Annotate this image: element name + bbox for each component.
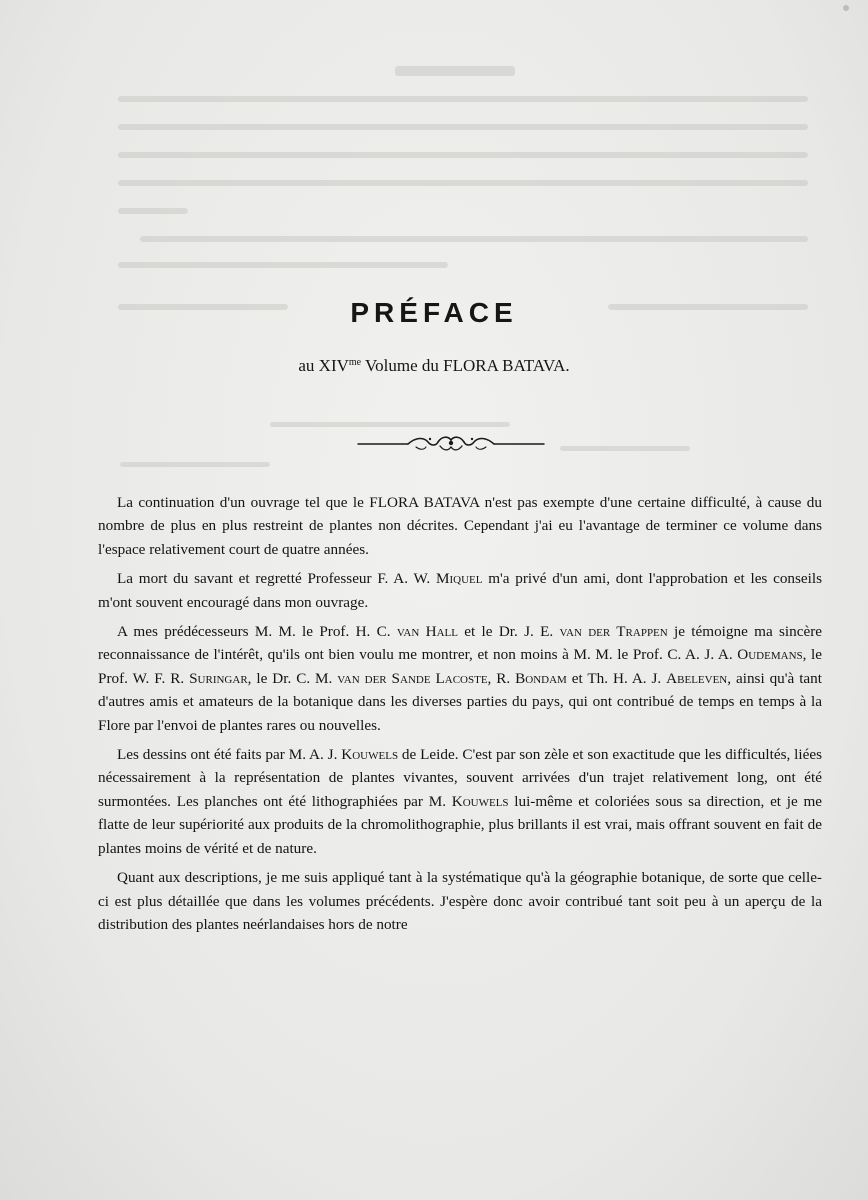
person-name: Bondam [515,669,567,687]
preface-body [98,491,822,942]
text-run: de Leide. C'est par son zèle et son exactitude que les difficultés, liées nécessairement à la représentation de plantes vivantes, souvent arrivées d'un trajet relativement long, ont été surmontées. Les planches ont été lithographiées par M. [98,746,822,810]
text-run: lui-même et coloriées sous sa direction, et je me flatte de leur supériorité aux produits de la chromolithographie, plus brillants il est vrai, mais offrant souvent en fait de plantes moins de vérité et de nature. [98,792,823,857]
text-run: je témoigne ma sincère reconnaissance de l'intérêt, qu'ils ont bien voulu me montrer, et non moins à M. M. le Prof. C. A. J. A. [98,623,822,664]
text-run: , le Dr. C. M. [247,669,338,687]
person-name: van der Sande Lacoste [337,669,488,687]
subtitle-prefix: au XIV [298,356,349,375]
paragraph-4 [98,743,822,860]
text-run: , R. [487,669,516,687]
text-run: La mort du savant et regretté Professeur F. A. W. [117,570,436,588]
person-name: Kouwels [341,746,399,764]
text-run: A mes prédécesseurs M. M. le Prof. H. C. [117,623,397,641]
paragraph-3 [98,620,822,737]
page-subtitle [0,356,868,376]
person-name: Oudemans [737,646,803,664]
person-name: Miquel [435,570,483,588]
person-name: Suringar [189,669,248,687]
text-run: , le Prof. W. F. R. [98,646,822,687]
subtitle-suffix: Volume du FLORA BATAVA. [361,356,570,375]
paragraph-5: Quant aux descriptions, je me suis appliqué tant à la systématique qu'à la géographie botanique, de sorte que celle-ci est plus détaillée que dans les volumes précédents. J'espère donc avoir contribué tant soit peu à un aperçu de la distribution des plantes neérlandaises hors de notre [98,869,822,933]
person-name: Abeleven [666,669,728,687]
person-name: van der Trappen [559,623,668,641]
text-run: m'a privé d'un ami, dont l'approbation et les conseils m'ont souvent encouragé dans mon ouvrage. [98,570,823,611]
text-run: et le Dr. J. E. [457,623,560,641]
paragraph-2 [98,567,822,614]
text-run: et Th. H. A. J. [566,669,667,687]
subtitle-superscript: me [348,357,362,368]
page-title: PRÉFACE [350,297,518,328]
paragraph-1: La continuation d'un ouvrage tel que le FLORA BATAVA n'est pas exempte d'une certaine difficulté, à cause du nombre de plus en plus restreint de plantes non décrites. Cependant j'ai eu l'avantage de terminer ce volume dans l'espace relativement court de quatre années. [98,494,822,558]
text-run: , ainsi qu'à tant d'autres amis et amateurs de la botanique dans les diverses parties du pays, qui ont contribué de temps en temps à la Flore par l'envoi de plantes rares ou nouvelles. [98,669,822,734]
person-name: Kouwels [451,792,509,810]
text-run: Les dessins ont été faits par M. A. J. [117,746,342,764]
person-name: van Hall [396,623,458,641]
decorative-flourish-icon [356,431,546,457]
